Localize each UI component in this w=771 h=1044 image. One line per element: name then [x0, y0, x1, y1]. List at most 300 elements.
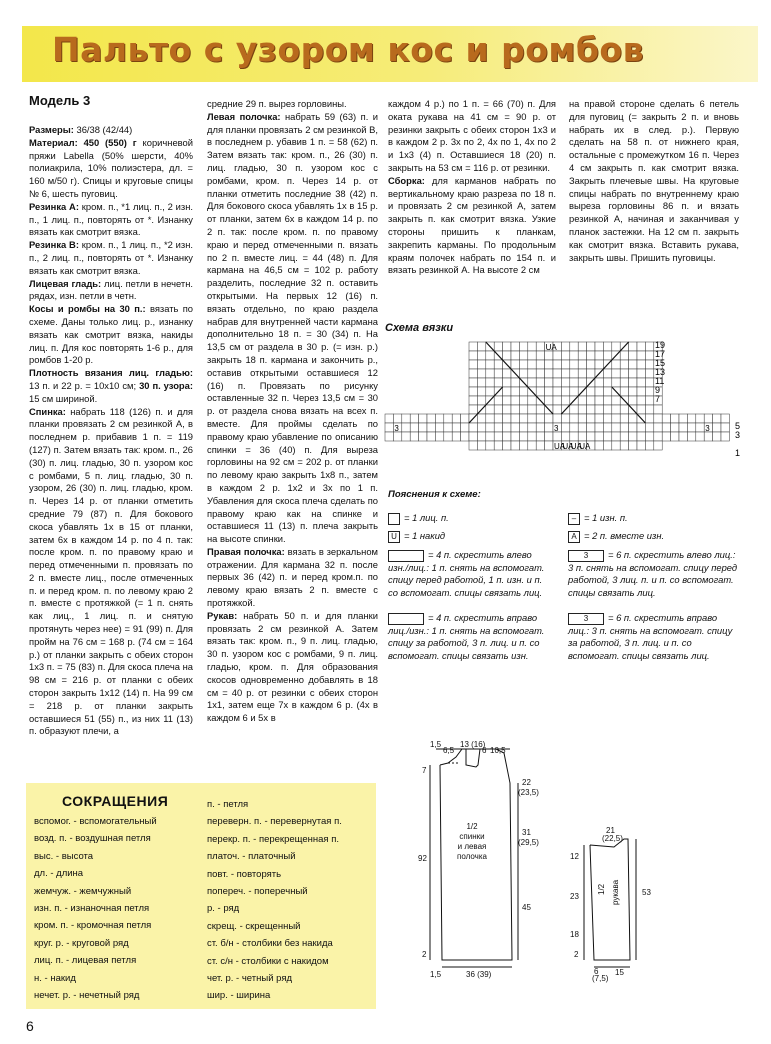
chart-row-label: 17	[655, 349, 666, 359]
chart-cell	[595, 378, 603, 387]
chart-cell	[503, 342, 511, 351]
chart-row-label: 11	[655, 376, 665, 386]
chart-cell	[671, 423, 679, 432]
abbreviation-item: возд. п. - воздушная петля	[34, 833, 151, 845]
chart-cell	[461, 414, 469, 423]
dim-top-5: 10,5	[490, 746, 506, 755]
chart-cell	[503, 405, 511, 414]
chart-cell	[511, 405, 519, 414]
chart-cell	[637, 396, 645, 405]
abbreviations-left-list	[34, 813, 204, 1004]
chart-cell	[419, 432, 427, 441]
chart-cell	[570, 378, 578, 387]
abbreviation-item: повт. - повторять	[207, 868, 282, 880]
chart-cell	[486, 351, 494, 360]
abbreviation-item: ст. б/н - столбики без накида	[207, 938, 333, 950]
chart-cell	[503, 369, 511, 378]
chart-cell	[587, 432, 595, 441]
chart-cell	[435, 423, 443, 432]
chart-cell	[578, 396, 586, 405]
chart-cell	[587, 342, 595, 351]
chart-cell	[654, 423, 662, 432]
chart-cell	[469, 387, 477, 396]
abbreviation-item: н. - накид	[34, 972, 76, 984]
chart-cell	[587, 369, 595, 378]
chart-cell	[503, 414, 511, 423]
chart-cell	[486, 432, 494, 441]
chart-cell	[595, 441, 603, 450]
chart-cell	[519, 405, 527, 414]
chart-cell	[536, 351, 544, 360]
chart-mark: 3	[554, 424, 559, 433]
chart-cell	[721, 414, 729, 423]
chart-row-label: 19	[655, 340, 666, 350]
chart-cell	[519, 342, 527, 351]
dim-left-3: 2	[422, 950, 427, 959]
chart-cell	[713, 423, 721, 432]
dim-bottom-1: 1,5	[430, 970, 442, 979]
chart-cell	[578, 414, 586, 423]
chart-cell	[385, 423, 393, 432]
chart-cell	[494, 360, 502, 369]
col3-paragraph: Сборка: для карманов набрать по вертикальному краю разреза по 18 п. и провязать 2 см резинкой А, затем закрыть п. как смотрит вязка. Узкие стороны пришить к планкам, закрепить карманы. По продольным краям полочек набрать по 154 п. и вязать резинкой А. На высоте 2 см	[388, 174, 556, 276]
chart-cell	[587, 414, 595, 423]
chart-cell	[570, 405, 578, 414]
chart-cell	[570, 360, 578, 369]
abbreviation-item: лиц. п. - лицевая петля	[34, 955, 137, 967]
chart-cell	[620, 378, 628, 387]
back-pattern-diagram	[400, 735, 580, 985]
chart-row-label: 1	[735, 448, 741, 458]
chart-cell	[545, 414, 553, 423]
chart-cell	[603, 369, 611, 378]
chart-cell	[528, 405, 536, 414]
chart-mark: UA	[545, 343, 557, 352]
chart-cell	[603, 432, 611, 441]
sleeve-outline	[590, 839, 630, 960]
col2-paragraph: Рукав: набрать 50 п. и для планки провязать 2 см резинкой А. Затем вязать так: кром. п., 9 п. лиц. гладью, 30 п. узором кос с ромбами, 9 п. лиц. гладью, кром. п. Для образования скосов одновременно добавлять в 18 см = 40 р. от резинки с обеих сторон 1х1, затем еще 7х в каждом 6 р. (4х в каждом 6 и 5х в	[207, 609, 378, 724]
legend-item	[568, 549, 738, 599]
chart-cell	[612, 396, 620, 405]
dim-right-4: (29,5)	[518, 838, 539, 847]
col1-paragraph: Лицевая гладь: лиц. петли в нечетн. рядах, изн. петли в четн.	[29, 277, 193, 302]
chart-cell	[620, 414, 628, 423]
chart-mark: UA	[570, 442, 582, 451]
chart-cell	[637, 441, 645, 450]
chart-cell	[629, 387, 637, 396]
chart-cell	[603, 414, 611, 423]
chart-row-label: 15	[655, 358, 666, 368]
abbreviation-item: чет. р. - четный ряд	[207, 973, 293, 985]
chart-cell	[587, 387, 595, 396]
legend-item	[388, 530, 538, 543]
chart-cell	[578, 351, 586, 360]
chart-cell	[629, 423, 637, 432]
chart-cell	[629, 441, 637, 450]
chart-cell	[477, 432, 485, 441]
abbreviation-item: кром. п. - кромочная петля	[34, 920, 152, 932]
chart-cell	[561, 396, 569, 405]
chart-cell	[494, 441, 502, 450]
legend-symbol-icon	[388, 613, 424, 625]
abbreviation-item: скрещ. - скрещенный	[207, 920, 301, 932]
abbreviation-item: платоч. - платочный	[207, 851, 296, 863]
col1-paragraph: Плотность вязания лиц. гладью: 13 п. и 22 р. = 10х10 см; 30 п. узора: 15 см шириной.	[29, 367, 193, 404]
chart-cell	[427, 432, 435, 441]
chart-cell	[595, 414, 603, 423]
legend-symbol-icon	[388, 513, 400, 525]
col2-paragraph: средние 29 п. вырез горловины.	[207, 98, 347, 109]
chart-cell	[545, 396, 553, 405]
chart-cell	[410, 423, 418, 432]
chart-cell	[570, 351, 578, 360]
chart-cell	[645, 378, 653, 387]
legend-text: = 2 п. вместе изн.	[584, 530, 665, 541]
chart-cell	[587, 360, 595, 369]
chart-cell	[637, 351, 645, 360]
chart-cell	[477, 396, 485, 405]
chart-cell	[545, 432, 553, 441]
chart-cell	[570, 342, 578, 351]
chart-cell	[662, 423, 670, 432]
sleeve-left-1: 12	[570, 852, 579, 861]
legend-text: = 4 п. скрестить влево изн./лиц.: 1 п. снять на вспомогат. спицу перед работой, 1 п. изн. и п. со вспомогат. спицы связать лиц.	[388, 549, 545, 598]
chart-cell	[578, 405, 586, 414]
chart-cell	[435, 414, 443, 423]
chart-cell	[519, 423, 527, 432]
chart-cell	[393, 414, 401, 423]
chart-cell	[486, 405, 494, 414]
chart-cell	[629, 342, 637, 351]
chart-title: Схема вязки	[385, 322, 454, 334]
chart-cell	[687, 432, 695, 441]
abbreviation-item: перекр. п. - перекрещенная п.	[207, 833, 339, 845]
chart-cell	[603, 378, 611, 387]
chart-cell	[477, 369, 485, 378]
sleeve-bottom-1: 6	[594, 967, 599, 976]
chart-cell	[528, 432, 536, 441]
text-column-1	[29, 124, 193, 738]
knitting-chart	[383, 340, 763, 460]
chart-cell	[553, 351, 561, 360]
chart-cell	[519, 396, 527, 405]
col3-paragraph: каждом 4 р.) по 1 п. = 66 (70) п. Для оката рукава на 41 см = 90 р. от резинки закрыть с обеих сторон 1х3 и в каждом 2 р. 3х по 2, 4х по 1, 4х по 2 и 1х3 (4) п. Оставшиеся 18 (20) п. закрыть на 53 см = 116 р. от резинки.	[388, 98, 556, 173]
col1-paragraph: Косы и ромбы на 30 п.: вязать по схеме. Даны только лиц. р., изнанку вязать как смотрит вязка, накиды лиц. п. Для кос повторять 1-6 р., для ромбов 1-20 р.	[29, 303, 194, 366]
chart-cell	[486, 360, 494, 369]
chart-cell	[427, 423, 435, 432]
title-banner	[22, 26, 758, 82]
sleeve-left-4: 2	[574, 950, 579, 959]
sleeve-right-1: 53	[642, 888, 651, 897]
chart-cell	[578, 378, 586, 387]
chart-cell	[721, 432, 729, 441]
chart-cell	[612, 414, 620, 423]
chart-cell	[503, 351, 511, 360]
legend-item	[568, 530, 738, 543]
abbreviations-title: СОКРАЩЕНИЯ	[62, 793, 169, 809]
sleeve-left-2: 23	[570, 892, 579, 901]
chart-cell	[671, 432, 679, 441]
back-label-2: спинки	[459, 832, 485, 841]
chart-cell	[519, 387, 527, 396]
chart-cell	[545, 360, 553, 369]
abbreviation-item: изн. п. - изнаночная петля	[34, 903, 150, 915]
chart-cell	[629, 360, 637, 369]
chart-cell	[637, 378, 645, 387]
chart-row-label: 9	[655, 385, 661, 395]
chart-cell	[503, 378, 511, 387]
chart-cell	[477, 342, 485, 351]
chart-cell	[679, 432, 687, 441]
chart-cell	[528, 423, 536, 432]
chart-cell	[545, 387, 553, 396]
chart-cell	[561, 369, 569, 378]
chart-cell	[561, 360, 569, 369]
chart-cell	[452, 414, 460, 423]
chart-cell	[494, 396, 502, 405]
chart-cell	[637, 423, 645, 432]
sleeve-bottom-3: 15	[615, 968, 624, 977]
col2-paragraph: Правая полочка: вязать в зеркальном отражении. Для кармана 32 п. после первых 36 (42) п. и перед кром.п. по левому краю вязать 2 п. вместе с протяжкой.	[207, 545, 378, 609]
chart-cell	[704, 414, 712, 423]
back-label-4: полочка	[457, 852, 487, 861]
chart-cell	[528, 441, 536, 450]
col1-paragraph: Спинка: набрать 118 (126) п. и для планки провязать 2 см резинкой А, в последнем р. прибавив 1 п. = 119 (127) п. Затем вязать так: кром. п., 26 (30) п. лиц. гладью, 30 п. узором кос с ромбами, 5 п. лиц. гладью, 30 п. узором, 26 (30) п. лиц. гладью, кром. п. Через 14 р. от планки отметить средние 79 (87) п. Для бокового скоса убавлять 1х в 15 от планки, затем 6х в каждом 14 р. по 4 п. так: после кром. п. по правому краю и перед отмеченными п. провязать по 2 п. вместе лиц., после отмеченных п. и перед кром. п. по левому краю 2 п. вместе с протяжкой (= 1 п. снять как лиц., 1 лиц. п. и снятую протянуть через нее) = 91 (99) п. Для пройм на 76 см = 168 р. (74 см = 164 р.) от планки закрыть с обеих сторон 1х3 п. = 75 (83) п. Для скоса плеча на 98 см = 216 р. от планки с обеих сторон закрыть 1х12 (14) п. На 99 см = 218 р. от планки закрыть оставшиеся 51 (55) п., из них 11 (13) п. образуют плечи, а	[29, 405, 193, 737]
chart-cell	[587, 423, 595, 432]
chart-cell	[511, 441, 519, 450]
chart-cell	[696, 414, 704, 423]
sleeve-label-1: 1/2	[597, 883, 606, 895]
chart-cell	[578, 423, 586, 432]
chart-cell	[486, 414, 494, 423]
chart-cell	[603, 396, 611, 405]
chart-cell	[477, 387, 485, 396]
chart-cell	[645, 432, 653, 441]
chart-cell	[629, 432, 637, 441]
chart-cell	[494, 378, 502, 387]
chart-cell	[629, 369, 637, 378]
chart-cell	[461, 432, 469, 441]
chart-cell	[637, 387, 645, 396]
chart-cell	[553, 378, 561, 387]
chart-cell	[477, 414, 485, 423]
text-column-4	[569, 98, 739, 264]
chart-cell	[511, 351, 519, 360]
chart-cell	[528, 360, 536, 369]
chart-cell	[461, 423, 469, 432]
legend-text: = 4 п. скрестить вправо лиц./изн.: 1 п. снять на вспомогат. спицу за работой, 3 п. лиц. и п. со вспомогат. спицы связать изн.	[388, 612, 545, 661]
chart-cell	[536, 387, 544, 396]
chart-cell	[494, 432, 502, 441]
chart-cell	[645, 423, 653, 432]
chart-row-label: 7	[655, 394, 661, 404]
chart-cell	[603, 342, 611, 351]
chart-cell	[536, 369, 544, 378]
col1-paragraph: Размеры: 36/38 (42/44)	[29, 124, 133, 135]
chart-cell	[645, 369, 653, 378]
dim-bottom-2: 36 (39)	[466, 970, 492, 979]
col1-paragraph: Резинка В: кром. п., 1 лиц. п., *2 изн. п., 2 лиц. п., повторять от *. Изнанку вязать как смотрит вязка.	[29, 239, 193, 276]
chart-cell	[419, 414, 427, 423]
chart-cell	[486, 441, 494, 450]
chart-cell	[620, 351, 628, 360]
chart-cell	[528, 351, 536, 360]
chart-cell	[687, 423, 695, 432]
chart-cell	[645, 405, 653, 414]
sleeve-top-2: (22,5)	[602, 834, 623, 843]
chart-cell	[494, 414, 502, 423]
chart-cell	[385, 432, 393, 441]
chart-cell	[645, 360, 653, 369]
chart-cell	[545, 378, 553, 387]
chart-cell	[578, 342, 586, 351]
chart-cell	[419, 423, 427, 432]
chart-cell	[570, 432, 578, 441]
chart-cell	[469, 378, 477, 387]
legend-symbol-icon: 3	[568, 550, 604, 562]
chart-cell	[444, 423, 452, 432]
dim-right-5: 45	[522, 903, 531, 912]
chart-cell	[629, 351, 637, 360]
chart-cell	[561, 342, 569, 351]
chart-cell	[654, 405, 662, 414]
chart-grid	[385, 342, 729, 451]
legend-symbol-icon	[388, 550, 424, 562]
abbreviation-item: попереч. - поперечный	[207, 886, 308, 898]
chart-cell	[528, 378, 536, 387]
abbreviation-item: жемчуж. - жемчужный	[34, 885, 132, 897]
chart-cell	[486, 369, 494, 378]
chart-cell	[536, 432, 544, 441]
chart-cell	[469, 396, 477, 405]
chart-cell	[671, 414, 679, 423]
back-label-3: и левая	[457, 842, 487, 851]
abbreviation-item: ст. с/н - столбики с накидом	[207, 955, 329, 967]
chart-cell	[704, 432, 712, 441]
chart-cell	[469, 441, 477, 450]
chart-cell	[561, 387, 569, 396]
chart-cell	[603, 441, 611, 450]
page-title: Пальто с узором кос и ромбов	[52, 30, 644, 69]
legend-item	[388, 549, 553, 599]
chart-cell	[444, 432, 452, 441]
abbreviation-item: круг. р. - круговой ряд	[34, 937, 129, 949]
dim-right-1: 22	[522, 778, 531, 787]
chart-cell	[393, 432, 401, 441]
abbreviation-item: переверн. п. - перевернутая п.	[207, 816, 342, 828]
chart-cell	[679, 423, 687, 432]
chart-cell	[519, 432, 527, 441]
legend-title: Пояснения к схеме:	[388, 489, 481, 500]
chart-cell	[536, 414, 544, 423]
chart-cell	[511, 396, 519, 405]
chart-cell	[595, 360, 603, 369]
chart-cell	[561, 432, 569, 441]
chart-cell	[645, 414, 653, 423]
sleeve-left-3: 18	[570, 930, 579, 939]
chart-row-label: 13	[655, 367, 666, 377]
sleeve-bottom-2: (7,5)	[592, 974, 609, 983]
chart-cell	[385, 414, 393, 423]
chart-cell	[410, 432, 418, 441]
chart-cell	[511, 423, 519, 432]
chart-cell	[570, 369, 578, 378]
chart-cell	[452, 423, 460, 432]
col4-paragraph: на правой стороне сделать 6 петель для пуговиц (= закрыть 2 п. и вновь набрать их в след. р.). Первую сделать на 58 п. от нижнего края, остальные с промежутком 16 п. Через 4 см закрыть п. как смотрит вязка. Закрыть плечевые швы. На круговые спицы набрать по внутреннему краю выреза горловины 86 п. и вязать резинкой А, начиная и заканчивая у планок застежки. На 12 см п. закрыть как смотрит вязка. Вставить рукава, закрыть швы. Пришить пуговицы.	[569, 98, 739, 263]
chart-cell	[578, 369, 586, 378]
chart-cell	[528, 414, 536, 423]
chart-cell	[486, 378, 494, 387]
chart-cell	[662, 414, 670, 423]
chart-mark: UA	[579, 442, 591, 451]
abbreviations-right-list	[207, 796, 377, 1005]
model-heading: Модель 3	[29, 93, 91, 108]
chart-cell	[553, 387, 561, 396]
chart-cell	[612, 378, 620, 387]
chart-cell	[452, 432, 460, 441]
chart-cell	[477, 378, 485, 387]
chart-cell	[536, 360, 544, 369]
chart-cell	[553, 414, 561, 423]
chart-cell	[612, 342, 620, 351]
chart-cell	[519, 351, 527, 360]
chart-cell	[511, 414, 519, 423]
chart-cell	[578, 432, 586, 441]
dim-left-1: 7	[422, 766, 427, 775]
chart-cell	[477, 423, 485, 432]
chart-cell	[654, 414, 662, 423]
legend-item	[568, 512, 738, 525]
chart-cell	[595, 396, 603, 405]
chart-cell	[687, 414, 695, 423]
sleeve-label-2: рукава	[611, 879, 620, 905]
chart-cell	[477, 360, 485, 369]
chart-cell	[494, 423, 502, 432]
chart-cell	[402, 414, 410, 423]
chart-cell	[595, 423, 603, 432]
chart-cell	[620, 423, 628, 432]
chart-cell	[603, 351, 611, 360]
chart-cell	[570, 387, 578, 396]
chart-cell	[620, 405, 628, 414]
chart-cell	[645, 396, 653, 405]
chart-cell	[603, 405, 611, 414]
chart-cell	[545, 369, 553, 378]
chart-cell	[620, 387, 628, 396]
chart-cell	[629, 396, 637, 405]
chart-cell	[536, 441, 544, 450]
chart-cell	[603, 423, 611, 432]
chart-cell	[469, 360, 477, 369]
legend-symbol-icon: –	[568, 513, 580, 525]
chart-cell	[503, 432, 511, 441]
chart-cell	[402, 432, 410, 441]
chart-cell	[494, 342, 502, 351]
abbreviation-item: шир. - ширина	[207, 990, 271, 1002]
chart-cell	[536, 342, 544, 351]
chart-cell	[536, 405, 544, 414]
chart-cell	[469, 423, 477, 432]
chart-cell	[553, 405, 561, 414]
chart-cell	[486, 423, 494, 432]
chart-mark: UA	[562, 442, 574, 451]
chart-cell	[402, 423, 410, 432]
legend-text: = 6 п. скрестить вправо лиц.: 3 п. снять на вспомогат. спицу за работой, 3 п. лиц. и п. со вспомогат. спицы связать лиц.	[568, 612, 733, 661]
chart-cell	[469, 342, 477, 351]
chart-cell	[696, 432, 704, 441]
chart-cell	[561, 414, 569, 423]
legend-item	[388, 512, 538, 525]
